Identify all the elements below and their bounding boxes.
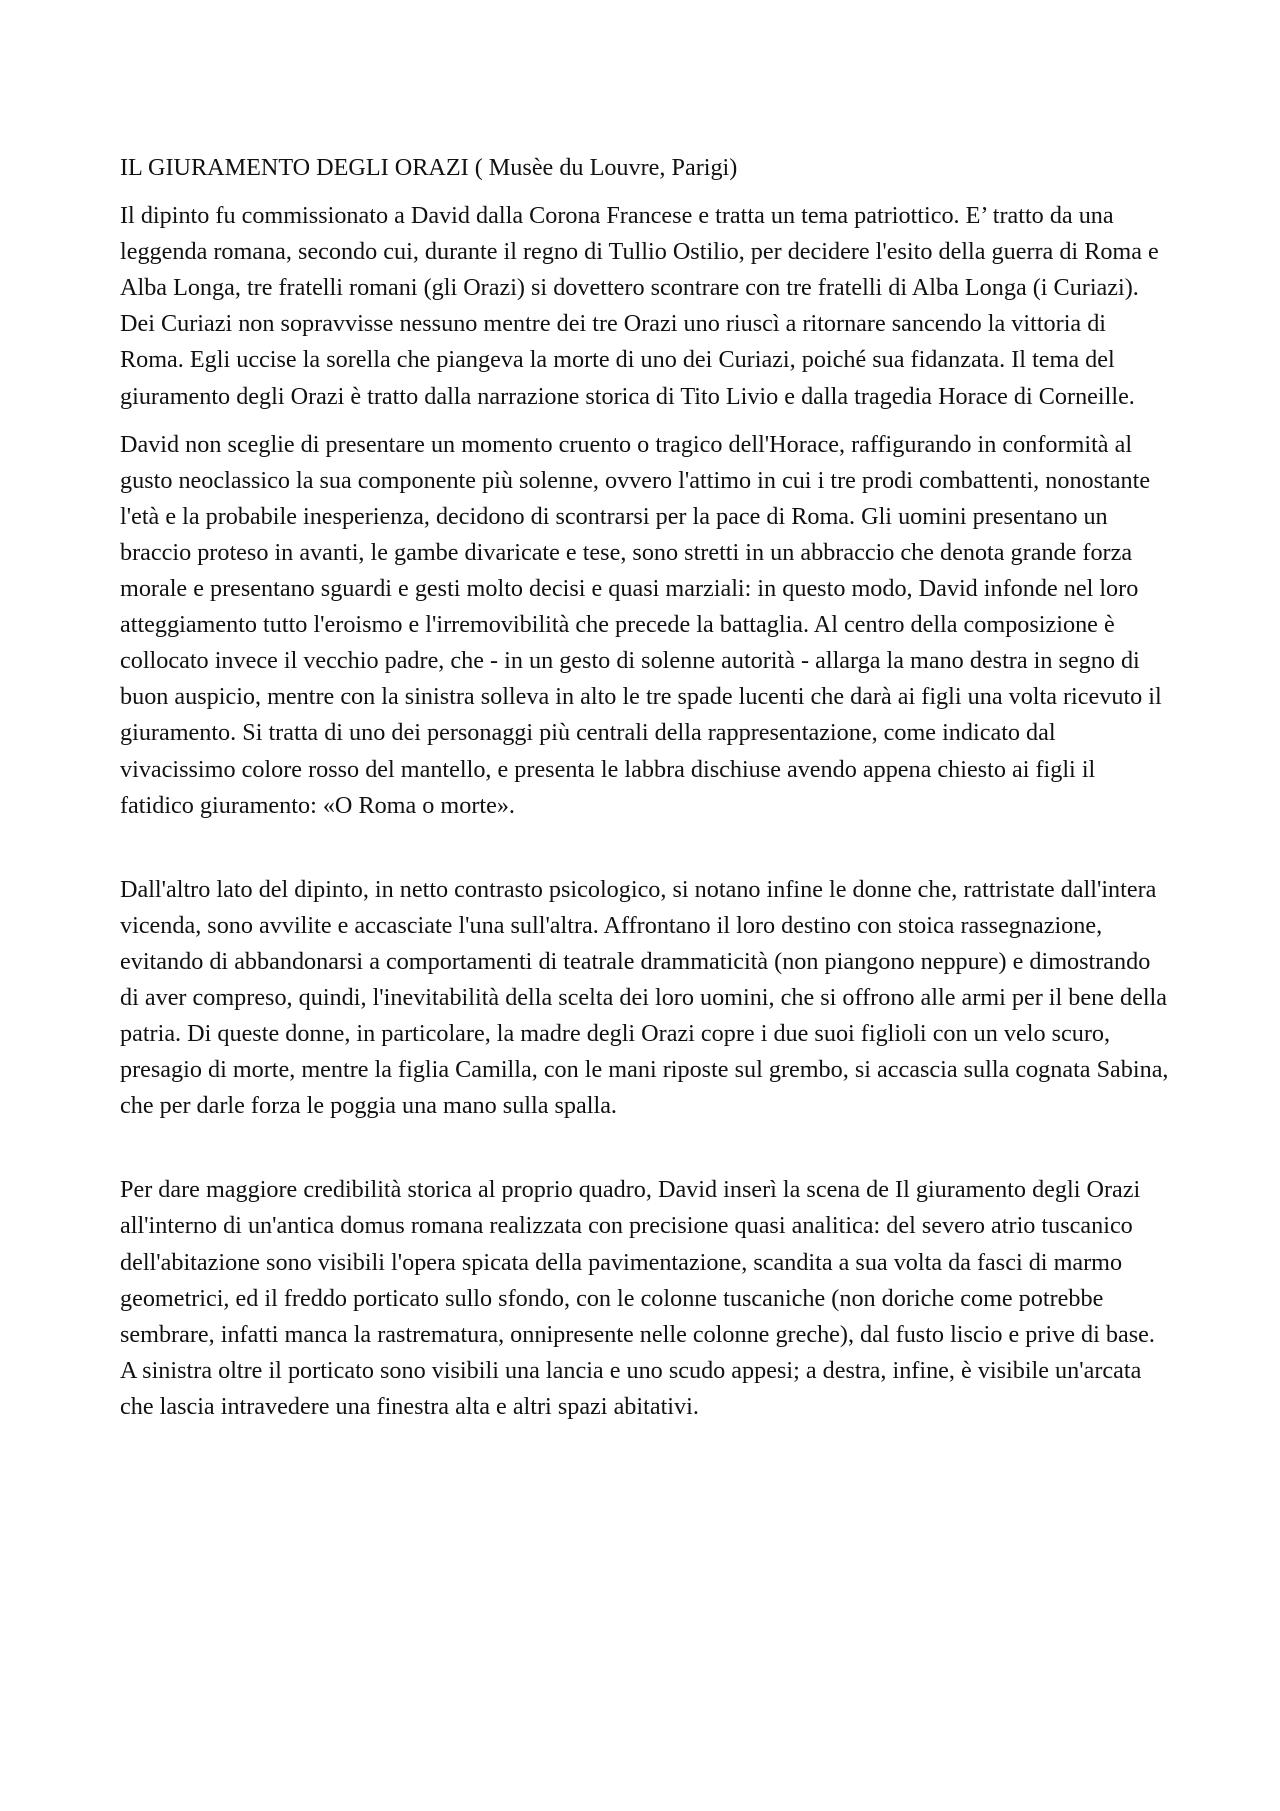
paragraph-intro: Il dipinto fu commissionato a David dalla Corona Francese e tratta un tema patriottico. E’ tratto da una leggenda romana, secondo cui, durante il regno di Tullio Ostilio, per decidere l'esito della guerra di Roma e Alba Longa, tre fratelli romani (gli Orazi) si dovettero scontrare con tre fratelli di Alba Longa (i Curiazi). Dei Curiazi non sopravvisse nessuno mentre dei tre Orazi uno riuscì a ritornare sancendo la vittoria di Roma. Egli uccise la sorella che piangeva la morte di uno dei Curiazi, poiché sua fidanzata. Il tema del giuramento degli Orazi è tratto dalla narrazione storica di Tito Livio e dalla tragedia Horace di Corneille.	[120, 202, 1159, 410]
document-body	[120, 150, 1170, 1437]
blank-line	[120, 836, 1170, 872]
paragraph-women: Dall'altro lato del dipinto, in netto contrasto psicologico, si notano infine le donne che, rattristate dall'intera vicenda, sono avvilite e accasciate l'una sull'altra. Affrontano il loro destino con stoica rassegnazione, evitando di abbandonarsi a comportamenti di teatrale drammaticità (non piangono neppure) e dimostrando di aver compreso, quindi, l'inevitabilità della scelta dei loro uomini, che si offrono alle armi per il bene della patria. Di queste donne, in particolare, la madre degli Orazi copre i due suoi figlioli con un velo scuro, presagio di morte, mentre la figlia Camilla, con le mani riposte sul grembo, si accascia sulla cognata Sabina, che per darle forza le poggia una mano sulla spalla.	[120, 875, 1169, 1120]
blank-line	[120, 1136, 1170, 1172]
paragraph-setting: Per dare maggiore credibilità storica al proprio quadro, David inserì la scena de Il giuramento degli Orazi all'interno di un'antica domus romana realizzata con precisione quasi analitica: del severo atrio tuscanico dell'abitazione sono visibili l'opera spicata della pavimentazione, scandita a sua volta da fasci di marmo geometrici, ed il freddo porticato sullo sfondo, con le colonne tuscaniche (non doriche come potrebbe sembrare, infatti manca la rastrematura, onnipresente nelle colonne greche), dal fusto liscio e prive di base. A sinistra oltre il porticato sono visibili una lancia e uno scudo appesi; a destra, infine, è visibile un'arcata che lascia intravedere una finestra alta e altri spazi abitativi.	[120, 1176, 1155, 1420]
document-title: IL GIURAMENTO DEGLI ORAZI ( Musèe du Louvre, Parigi)	[120, 154, 738, 181]
paragraph-men: David non sceglie di presentare un momento cruento o tragico dell'Horace, raffigurando in conformità al gusto neoclassico la sua componente più solenne, ovvero l'attimo in cui i tre prodi combattenti, nonostante l'età e la probabile inesperienza, decidono di scontrarsi per la pace di Roma. Gli uomini presentano un braccio proteso in avanti, le gambe divaricate e tese, sono stretti in un abbraccio che denota grande forza morale e presentano sguardi e gesti molto decisi e quasi marziali: in questo modo, David infonde nel loro atteggiamento tutto l'eroismo e l'irremovibilità che precede la battaglia. Al centro della composizione è collocato invece il vecchio padre, che - in un gesto di solenne autorità - allarga la mano destra in segno di buon auspicio, mentre con la sinistra solleva in alto le tre spade lucenti che darà ai figli una volta ricevuto il giuramento. Si tratta di uno dei personaggi più centrali della rappresentazione, come indicato dal vivacissimo colore rosso del mantello, e presenta le labbra dischiuse avendo appena chiesto ai figli il fatidico giuramento: «O Roma o morte».	[120, 430, 1162, 819]
